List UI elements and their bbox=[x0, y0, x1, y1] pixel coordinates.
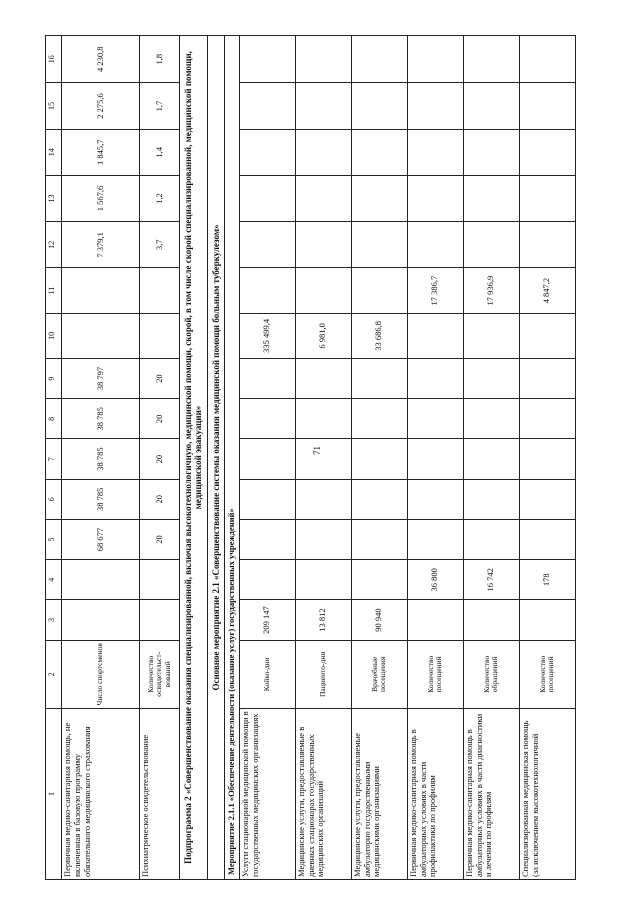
cell bbox=[295, 358, 351, 398]
cell bbox=[239, 129, 295, 175]
cell bbox=[239, 83, 295, 129]
row-unit: Врачебные посещения bbox=[351, 640, 407, 708]
cell bbox=[239, 358, 295, 398]
cell: 4 230,8 bbox=[62, 36, 140, 83]
cell bbox=[463, 313, 519, 358]
cell: 1,7 bbox=[140, 83, 180, 129]
cell bbox=[295, 519, 351, 559]
cell: 38 785 bbox=[62, 479, 140, 519]
row-description: Услуги стационарной медицинской помощи в государственных медицинских организациях bbox=[239, 709, 295, 880]
cell bbox=[407, 83, 463, 129]
cell bbox=[295, 439, 351, 479]
row-unit: Количество посещений bbox=[407, 640, 463, 708]
cell bbox=[407, 129, 463, 175]
cell bbox=[519, 439, 575, 479]
cell: 38 785 bbox=[62, 439, 140, 479]
cell bbox=[351, 83, 407, 129]
cell bbox=[62, 268, 140, 313]
cell bbox=[239, 268, 295, 313]
cell bbox=[519, 358, 575, 398]
col-header: 3 bbox=[46, 600, 62, 640]
cell bbox=[239, 519, 295, 559]
row-unit: Пациенто-дни bbox=[295, 640, 351, 708]
cell: 1,2 bbox=[140, 175, 180, 221]
cell: 20 bbox=[140, 519, 180, 559]
main-activity-title: Основное мероприятие 2.1 «Совершенствование системы оказания медицинской помощи больным туберкулезом» bbox=[207, 36, 224, 880]
table-row bbox=[351, 36, 407, 880]
cell: 4 847,2 bbox=[519, 268, 575, 313]
cell: 20 bbox=[140, 479, 180, 519]
col-header: 2 bbox=[46, 640, 62, 708]
cell bbox=[351, 129, 407, 175]
row-description: Первичная медико-санитарная помощь в амбулаторных условиях в части диагностики и лечения по профилям bbox=[463, 709, 519, 880]
header-row bbox=[46, 36, 62, 880]
col-header: 8 bbox=[46, 399, 62, 439]
cell: 20 bbox=[140, 439, 180, 479]
subprogram-heading-row bbox=[180, 36, 208, 880]
activity-title: Мероприятие 2.1.1 «Обеспечение деятельности (оказание услуг) государственных учреждений» bbox=[225, 36, 240, 880]
cell: 13 812 bbox=[295, 600, 351, 640]
table-row bbox=[140, 36, 180, 880]
table-row bbox=[295, 36, 351, 880]
cell bbox=[239, 175, 295, 221]
table-row bbox=[407, 36, 463, 880]
cell bbox=[519, 479, 575, 519]
table-row bbox=[62, 36, 140, 880]
row-unit: Количество освидетельст-вований bbox=[140, 640, 180, 708]
col-header: 12 bbox=[46, 222, 62, 268]
cell bbox=[407, 358, 463, 398]
cell bbox=[519, 399, 575, 439]
row-description: Психиатрическое освидетельствование bbox=[140, 709, 180, 880]
cell bbox=[295, 129, 351, 175]
row-unit: Число спортсменов bbox=[62, 640, 140, 708]
budget-table bbox=[45, 35, 576, 880]
cell bbox=[407, 439, 463, 479]
cell bbox=[295, 222, 351, 268]
cell: 1 567,6 bbox=[62, 175, 140, 221]
activity-row bbox=[225, 36, 240, 880]
cell bbox=[463, 36, 519, 83]
cell bbox=[351, 222, 407, 268]
cell bbox=[351, 560, 407, 600]
cell: 17 386,7 bbox=[407, 268, 463, 313]
table-row bbox=[519, 36, 575, 880]
cell: 335 499,4 bbox=[239, 313, 295, 358]
cell bbox=[407, 222, 463, 268]
cell: 17 936,9 bbox=[463, 268, 519, 313]
cell bbox=[295, 399, 351, 439]
cell: 33 686,8 bbox=[351, 313, 407, 358]
cell bbox=[140, 313, 180, 358]
cell bbox=[463, 519, 519, 559]
cell: 209 147 bbox=[239, 600, 295, 640]
col-header: 6 bbox=[46, 479, 62, 519]
cell: 20 bbox=[140, 399, 180, 439]
cell: 68 677 bbox=[62, 519, 140, 559]
cell: 3,7 bbox=[140, 222, 180, 268]
cell bbox=[407, 175, 463, 221]
cell bbox=[463, 358, 519, 398]
col-header: 13 bbox=[46, 175, 62, 221]
cell bbox=[351, 519, 407, 559]
cell: 16 742 bbox=[463, 560, 519, 600]
row-unit: Количество посещений bbox=[519, 640, 575, 708]
col-header: 4 bbox=[46, 560, 62, 600]
cell bbox=[463, 399, 519, 439]
row-unit: Койко-дни bbox=[239, 640, 295, 708]
cell bbox=[239, 479, 295, 519]
cell bbox=[463, 439, 519, 479]
cell bbox=[407, 36, 463, 83]
cell bbox=[351, 439, 407, 479]
cell bbox=[140, 600, 180, 640]
cell bbox=[295, 268, 351, 313]
cell bbox=[407, 399, 463, 439]
cell bbox=[239, 222, 295, 268]
cell: 1,8 bbox=[140, 36, 180, 83]
cell bbox=[519, 83, 575, 129]
cell bbox=[519, 519, 575, 559]
cell bbox=[62, 600, 140, 640]
row-description: Медицинские услуги, предоставляемые амбулаторно государственными медицинскими организациями bbox=[351, 709, 407, 880]
cell bbox=[62, 313, 140, 358]
cell: 2 275,6 bbox=[62, 83, 140, 129]
cell: 90 940 bbox=[351, 600, 407, 640]
cell bbox=[463, 222, 519, 268]
cell bbox=[463, 175, 519, 221]
col-header: 16 bbox=[46, 36, 62, 83]
row-unit: Количество обращений bbox=[463, 640, 519, 708]
table-row bbox=[239, 36, 295, 880]
cell bbox=[351, 175, 407, 221]
row-description: Специализированная медицинская помощь (за исключением высокотехнологичной bbox=[519, 709, 575, 880]
cell bbox=[463, 129, 519, 175]
cell bbox=[463, 83, 519, 129]
col-header: 15 bbox=[46, 83, 62, 129]
cell bbox=[351, 268, 407, 313]
cell bbox=[295, 479, 351, 519]
col-header: 1 bbox=[46, 709, 62, 880]
cell: 20 bbox=[140, 358, 180, 398]
cell: 6 981,0 bbox=[295, 313, 351, 358]
main-activity-row bbox=[207, 36, 224, 880]
cell bbox=[351, 479, 407, 519]
cell bbox=[140, 560, 180, 600]
col-header: 11 bbox=[46, 268, 62, 313]
cell: 1,4 bbox=[140, 129, 180, 175]
cell: 1 845,7 bbox=[62, 129, 140, 175]
col-header: 5 bbox=[46, 519, 62, 559]
cell bbox=[351, 358, 407, 398]
cell bbox=[407, 600, 463, 640]
cell: 178 bbox=[519, 560, 575, 600]
cell bbox=[239, 399, 295, 439]
page-number: 71 bbox=[312, 446, 322, 455]
cell bbox=[407, 519, 463, 559]
cell bbox=[295, 36, 351, 83]
cell bbox=[239, 560, 295, 600]
col-header: 14 bbox=[46, 129, 62, 175]
cell bbox=[295, 83, 351, 129]
cell bbox=[463, 600, 519, 640]
cell bbox=[351, 399, 407, 439]
cell bbox=[519, 600, 575, 640]
cell: 36 800 bbox=[407, 560, 463, 600]
subprogram-title: Подпрограмма 2 «Совершенствование оказания специализированной, включая высокотехнологичную, медицинской помощи, скорой, в том числе скорой специализированной, медицинской помощи, медицинской эвакуации» bbox=[180, 36, 208, 880]
cell: 38 785 bbox=[62, 399, 140, 439]
cell bbox=[62, 560, 140, 600]
cell bbox=[519, 222, 575, 268]
cell bbox=[519, 313, 575, 358]
col-header: 7 bbox=[46, 439, 62, 479]
cell bbox=[239, 439, 295, 479]
col-header: 10 bbox=[46, 313, 62, 358]
cell bbox=[295, 560, 351, 600]
cell bbox=[295, 175, 351, 221]
row-description: Первичная медико-санитарная помощь, не включенная в базовую программу обязательного медицинского страхования bbox=[62, 709, 140, 880]
cell bbox=[463, 479, 519, 519]
cell bbox=[140, 268, 180, 313]
row-description: Первичная медико-санитарная помощь в амбулаторных условиях в части профилактики по профилям bbox=[407, 709, 463, 880]
cell bbox=[519, 36, 575, 83]
cell: 7 379,1 bbox=[62, 222, 140, 268]
cell: 38 797 bbox=[62, 358, 140, 398]
cell bbox=[407, 479, 463, 519]
cell bbox=[519, 175, 575, 221]
cell bbox=[519, 129, 575, 175]
col-header: 9 bbox=[46, 358, 62, 398]
rotated-table-container bbox=[45, 35, 630, 880]
cell bbox=[239, 36, 295, 83]
table-row bbox=[463, 36, 519, 880]
cell bbox=[407, 313, 463, 358]
cell bbox=[351, 36, 407, 83]
row-description: Медицинские услуги, предоставляемые в дневных стационарах государственных медицинских организаций bbox=[295, 709, 351, 880]
